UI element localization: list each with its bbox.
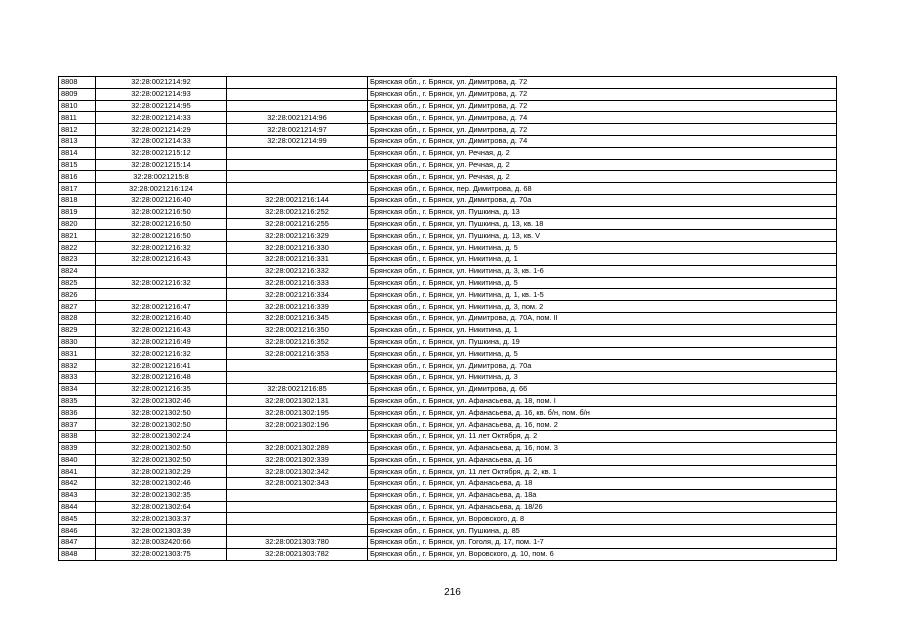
object-cadastral-cell: 32:28:0021303:780 bbox=[227, 537, 368, 549]
address-cell: Брянская обл., г. Брянск, ул. Пушкина, д. 13, кв. 18 bbox=[368, 218, 837, 230]
address-cell: Брянская обл., г. Брянск, ул. Никитина, д. 5 bbox=[368, 348, 837, 360]
address-cell: Брянская обл., г. Брянск, ул. Речная, д. 2 bbox=[368, 159, 837, 171]
row-number-cell: 8833 bbox=[59, 371, 96, 383]
land-parcel-cadastral-cell: 32:28:0021216:41 bbox=[96, 360, 227, 372]
land-parcel-cadastral-cell: 32:28:0021214:95 bbox=[96, 100, 227, 112]
object-cadastral-cell: 32:28:0021214:99 bbox=[227, 135, 368, 147]
address-cell: Брянская обл., г. Брянск, ул. Речная, д. 2 bbox=[368, 147, 837, 159]
row-number-cell: 8848 bbox=[59, 548, 96, 560]
object-cadastral-cell: 32:28:0021216:345 bbox=[227, 312, 368, 324]
table-row bbox=[59, 324, 837, 336]
table-row bbox=[59, 383, 837, 395]
land-parcel-cadastral-cell: 32:28:0021214:33 bbox=[96, 135, 227, 147]
address-cell: Брянская обл., г. Брянск, ул. Димитрова, д. 72 bbox=[368, 124, 837, 136]
land-parcel-cadastral-cell: 32:28:0021216:40 bbox=[96, 312, 227, 324]
row-number-cell: 8818 bbox=[59, 194, 96, 206]
land-parcel-cadastral-cell: 32:28:0021216:35 bbox=[96, 383, 227, 395]
address-cell: Брянская обл., г. Брянск, ул. Речная, д. 2 bbox=[368, 171, 837, 183]
table-row bbox=[59, 112, 837, 124]
object-cadastral-cell bbox=[227, 430, 368, 442]
address-cell: Брянская обл., г. Брянск, ул. Димитрова, д. 70а bbox=[368, 360, 837, 372]
object-cadastral-cell: 32:28:0021216:333 bbox=[227, 277, 368, 289]
object-cadastral-cell: 32:28:0021216:330 bbox=[227, 242, 368, 254]
address-cell: Брянская обл., г. Брянск, ул. Афанасьева, д. 18 bbox=[368, 478, 837, 490]
row-number-cell: 8829 bbox=[59, 324, 96, 336]
object-cadastral-cell bbox=[227, 360, 368, 372]
land-parcel-cadastral-cell: 32:28:0032420:66 bbox=[96, 537, 227, 549]
row-number-cell: 8827 bbox=[59, 301, 96, 313]
object-cadastral-cell: 32:28:0021216:334 bbox=[227, 289, 368, 301]
row-number-cell: 8843 bbox=[59, 489, 96, 501]
object-cadastral-cell bbox=[227, 100, 368, 112]
object-cadastral-cell bbox=[227, 159, 368, 171]
land-parcel-cadastral-cell: 32:28:0021302:64 bbox=[96, 501, 227, 513]
table-row bbox=[59, 312, 837, 324]
object-cadastral-cell: 32:28:0021302:343 bbox=[227, 478, 368, 490]
row-number-cell: 8832 bbox=[59, 360, 96, 372]
address-cell: Брянская обл., г. Брянск, пер. Димитрова, д. 68 bbox=[368, 183, 837, 195]
address-cell: Брянская обл., г. Брянск, ул. Афанасьева, д. 18, пом. I bbox=[368, 395, 837, 407]
table-body bbox=[59, 77, 837, 561]
table-row bbox=[59, 501, 837, 513]
address-cell: Брянская обл., г. Брянск, ул. Димитрова, д. 72 bbox=[368, 88, 837, 100]
object-cadastral-cell bbox=[227, 371, 368, 383]
address-cell: Брянская обл., г. Брянск, ул. Димитрова, д. 74 bbox=[368, 112, 837, 124]
row-number-cell: 8838 bbox=[59, 430, 96, 442]
land-parcel-cadastral-cell: 32:28:0021216:47 bbox=[96, 301, 227, 313]
table-row bbox=[59, 218, 837, 230]
row-number-cell: 8813 bbox=[59, 135, 96, 147]
address-cell: Брянская обл., г. Брянск, ул. Димитрова, д. 70а bbox=[368, 194, 837, 206]
address-cell: Брянская обл., г. Брянск, ул. Афанасьева, д. 18а bbox=[368, 489, 837, 501]
object-cadastral-cell: 32:28:0021302:289 bbox=[227, 442, 368, 454]
table-row bbox=[59, 442, 837, 454]
table-row bbox=[59, 147, 837, 159]
address-cell: Брянская обл., г. Брянск, ул. Никитина, д. 3, пом. 2 bbox=[368, 301, 837, 313]
address-cell: Брянская обл., г. Брянск, ул. Димитрова, д. 72 bbox=[368, 77, 837, 89]
row-number-cell: 8825 bbox=[59, 277, 96, 289]
table-row bbox=[59, 100, 837, 112]
row-number-cell: 8840 bbox=[59, 454, 96, 466]
row-number-cell: 8837 bbox=[59, 419, 96, 431]
address-cell: Брянская обл., г. Брянск, ул. Афанасьева, д. 16, пом. 3 bbox=[368, 442, 837, 454]
row-number-cell: 8835 bbox=[59, 395, 96, 407]
row-number-cell: 8836 bbox=[59, 407, 96, 419]
land-parcel-cadastral-cell: 32:28:0021302:24 bbox=[96, 430, 227, 442]
object-cadastral-cell bbox=[227, 183, 368, 195]
address-cell: Брянская обл., г. Брянск, ул. Никитина, д. 1 bbox=[368, 253, 837, 265]
row-number-cell: 8817 bbox=[59, 183, 96, 195]
object-cadastral-cell bbox=[227, 77, 368, 89]
land-parcel-cadastral-cell: 32:28:0021215:12 bbox=[96, 147, 227, 159]
land-parcel-cadastral-cell: 32:28:0021302:50 bbox=[96, 407, 227, 419]
land-parcel-cadastral-cell: 32:28:0021302:35 bbox=[96, 489, 227, 501]
address-cell: Брянская обл., г. Брянск, ул. Афанасьева, д. 16, кв. б/н, пом. б/н bbox=[368, 407, 837, 419]
row-number-cell: 8831 bbox=[59, 348, 96, 360]
address-cell: Брянская обл., г. Брянск, ул. Воровского, д. 8 bbox=[368, 513, 837, 525]
land-parcel-cadastral-cell: 32:28:0021216:43 bbox=[96, 324, 227, 336]
table-row bbox=[59, 525, 837, 537]
land-parcel-cadastral-cell: 32:28:0021302:50 bbox=[96, 454, 227, 466]
land-parcel-cadastral-cell: 32:28:0021214:93 bbox=[96, 88, 227, 100]
land-parcel-cadastral-cell: 32:28:0021216:32 bbox=[96, 277, 227, 289]
row-number-cell: 8844 bbox=[59, 501, 96, 513]
object-cadastral-cell: 32:28:0021216:339 bbox=[227, 301, 368, 313]
land-parcel-cadastral-cell: 32:28:0021302:46 bbox=[96, 478, 227, 490]
table-row bbox=[59, 301, 837, 313]
table-row bbox=[59, 454, 837, 466]
row-number-cell: 8816 bbox=[59, 171, 96, 183]
row-number-cell: 8830 bbox=[59, 336, 96, 348]
land-parcel-cadastral-cell: 32:28:0021303:37 bbox=[96, 513, 227, 525]
table-row bbox=[59, 194, 837, 206]
table-row bbox=[59, 171, 837, 183]
land-parcel-cadastral-cell: 32:28:0021215:8 bbox=[96, 171, 227, 183]
object-cadastral-cell: 32:28:0021303:782 bbox=[227, 548, 368, 560]
row-number-cell: 8845 bbox=[59, 513, 96, 525]
table-row bbox=[59, 88, 837, 100]
object-cadastral-cell: 32:28:0021302:195 bbox=[227, 407, 368, 419]
land-parcel-cadastral-cell bbox=[96, 289, 227, 301]
address-cell: Брянская обл., г. Брянск, ул. Димитрова, д. 70А, пом. II bbox=[368, 312, 837, 324]
object-cadastral-cell bbox=[227, 489, 368, 501]
land-parcel-cadastral-cell: 32:28:0021303:39 bbox=[96, 525, 227, 537]
land-parcel-cadastral-cell: 32:28:0021214:33 bbox=[96, 112, 227, 124]
address-cell: Брянская обл., г. Брянск, ул. Никитина, д. 5 bbox=[368, 242, 837, 254]
table-row bbox=[59, 206, 837, 218]
object-cadastral-cell bbox=[227, 513, 368, 525]
land-parcel-cadastral-cell: 32:28:0021216:32 bbox=[96, 348, 227, 360]
address-cell: Брянская обл., г. Брянск, ул. Димитрова, д. 74 bbox=[368, 135, 837, 147]
table-row bbox=[59, 407, 837, 419]
table-row bbox=[59, 242, 837, 254]
row-number-cell: 8826 bbox=[59, 289, 96, 301]
table-row bbox=[59, 489, 837, 501]
address-cell: Брянская обл., г. Брянск, ул. Воровского, д. 10, пом. 6 bbox=[368, 548, 837, 560]
object-cadastral-cell: 32:28:0021214:96 bbox=[227, 112, 368, 124]
table-row bbox=[59, 466, 837, 478]
land-parcel-cadastral-cell: 32:28:0021216:40 bbox=[96, 194, 227, 206]
address-cell: Брянская обл., г. Брянск, ул. Никитина, д. 3, кв. 1-6 bbox=[368, 265, 837, 277]
land-parcel-cadastral-cell: 32:28:0021302:46 bbox=[96, 395, 227, 407]
land-parcel-cadastral-cell: 32:28:0021216:32 bbox=[96, 242, 227, 254]
row-number-cell: 8841 bbox=[59, 466, 96, 478]
table-row bbox=[59, 124, 837, 136]
table-row bbox=[59, 371, 837, 383]
table-row bbox=[59, 135, 837, 147]
land-parcel-cadastral-cell: 32:28:0021216:50 bbox=[96, 206, 227, 218]
land-parcel-cadastral-cell: 32:28:0021302:50 bbox=[96, 442, 227, 454]
address-cell: Брянская обл., г. Брянск, ул. Димитрова, д. 72 bbox=[368, 100, 837, 112]
object-cadastral-cell bbox=[227, 88, 368, 100]
land-parcel-cadastral-cell: 32:28:0021216:43 bbox=[96, 253, 227, 265]
cadastral-register-table bbox=[58, 76, 837, 561]
land-parcel-cadastral-cell: 32:28:0021216:124 bbox=[96, 183, 227, 195]
object-cadastral-cell: 32:28:0021216:329 bbox=[227, 230, 368, 242]
address-cell: Брянская обл., г. Брянск, ул. Димитрова, д. 66 bbox=[368, 383, 837, 395]
land-parcel-cadastral-cell: 32:28:0021214:92 bbox=[96, 77, 227, 89]
land-parcel-cadastral-cell: 32:28:0021216:50 bbox=[96, 218, 227, 230]
object-cadastral-cell: 32:28:0021216:332 bbox=[227, 265, 368, 277]
object-cadastral-cell bbox=[227, 501, 368, 513]
address-cell: Брянская обл., г. Брянск, ул. Никитина, д. 1, кв. 1-5 bbox=[368, 289, 837, 301]
table-row bbox=[59, 336, 837, 348]
land-parcel-cadastral-cell: 32:28:0021216:50 bbox=[96, 230, 227, 242]
object-cadastral-cell: 32:28:0021216:353 bbox=[227, 348, 368, 360]
row-number-cell: 8834 bbox=[59, 383, 96, 395]
address-cell: Брянская обл., г. Брянск, ул. Никитина, д. 1 bbox=[368, 324, 837, 336]
table-row bbox=[59, 289, 837, 301]
address-cell: Брянская обл., г. Брянск, ул. Афанасьева, д. 16 bbox=[368, 454, 837, 466]
table-row bbox=[59, 265, 837, 277]
row-number-cell: 8815 bbox=[59, 159, 96, 171]
address-cell: Брянская обл., г. Брянск, ул. Пушкина, д. 85 bbox=[368, 525, 837, 537]
object-cadastral-cell: 32:28:0021216:350 bbox=[227, 324, 368, 336]
table-row bbox=[59, 360, 837, 372]
table-row bbox=[59, 159, 837, 171]
object-cadastral-cell: 32:28:0021216:85 bbox=[227, 383, 368, 395]
object-cadastral-cell: 32:28:0021302:339 bbox=[227, 454, 368, 466]
table-row bbox=[59, 395, 837, 407]
address-cell: Брянская обл., г. Брянск, ул. Пушкина, д. 19 bbox=[368, 336, 837, 348]
address-cell: Брянская обл., г. Брянск, ул. 11 лет Октября, д. 2 bbox=[368, 430, 837, 442]
row-number-cell: 8808 bbox=[59, 77, 96, 89]
land-parcel-cadastral-cell: 32:28:0021303:75 bbox=[96, 548, 227, 560]
land-parcel-cadastral-cell bbox=[96, 265, 227, 277]
row-number-cell: 8811 bbox=[59, 112, 96, 124]
object-cadastral-cell: 32:28:0021302:342 bbox=[227, 466, 368, 478]
land-parcel-cadastral-cell: 32:28:0021216:48 bbox=[96, 371, 227, 383]
table-row bbox=[59, 77, 837, 89]
object-cadastral-cell: 32:28:0021216:144 bbox=[227, 194, 368, 206]
address-cell: Брянская обл., г. Брянск, ул. Гоголя, д. 17, пом. 1-7 bbox=[368, 537, 837, 549]
land-parcel-cadastral-cell: 32:28:0021216:49 bbox=[96, 336, 227, 348]
row-number-cell: 8821 bbox=[59, 230, 96, 242]
table-row bbox=[59, 430, 837, 442]
address-cell: Брянская обл., г. Брянск, ул. Пушкина, д. 13 bbox=[368, 206, 837, 218]
row-number-cell: 8839 bbox=[59, 442, 96, 454]
table-row bbox=[59, 230, 837, 242]
address-cell: Брянская обл., г. Брянск, ул. Афанасьева, д. 16, пом. 2 bbox=[368, 419, 837, 431]
object-cadastral-cell: 32:28:0021214:97 bbox=[227, 124, 368, 136]
row-number-cell: 8812 bbox=[59, 124, 96, 136]
object-cadastral-cell bbox=[227, 525, 368, 537]
address-cell: Брянская обл., г. Брянск, ул. Никитина, д. 3 bbox=[368, 371, 837, 383]
row-number-cell: 8842 bbox=[59, 478, 96, 490]
row-number-cell: 8828 bbox=[59, 312, 96, 324]
row-number-cell: 8846 bbox=[59, 525, 96, 537]
table-row bbox=[59, 277, 837, 289]
table-row bbox=[59, 348, 837, 360]
table-row bbox=[59, 183, 837, 195]
object-cadastral-cell: 32:28:0021302:196 bbox=[227, 419, 368, 431]
object-cadastral-cell bbox=[227, 171, 368, 183]
land-parcel-cadastral-cell: 32:28:0021302:29 bbox=[96, 466, 227, 478]
object-cadastral-cell: 32:28:0021216:255 bbox=[227, 218, 368, 230]
address-cell: Брянская обл., г. Брянск, ул. 11 лет Октября, д. 2, кв. 1 bbox=[368, 466, 837, 478]
row-number-cell: 8822 bbox=[59, 242, 96, 254]
table-row bbox=[59, 537, 837, 549]
row-number-cell: 8819 bbox=[59, 206, 96, 218]
land-parcel-cadastral-cell: 32:28:0021215:14 bbox=[96, 159, 227, 171]
object-cadastral-cell: 32:28:0021302:131 bbox=[227, 395, 368, 407]
table-row bbox=[59, 548, 837, 560]
table-row bbox=[59, 478, 837, 490]
row-number-cell: 8847 bbox=[59, 537, 96, 549]
table-row bbox=[59, 513, 837, 525]
row-number-cell: 8823 bbox=[59, 253, 96, 265]
row-number-cell: 8810 bbox=[59, 100, 96, 112]
address-cell: Брянская обл., г. Брянск, ул. Афанасьева, д. 18/26 bbox=[368, 501, 837, 513]
object-cadastral-cell bbox=[227, 147, 368, 159]
address-cell: Брянская обл., г. Брянск, ул. Никитина, д. 5 bbox=[368, 277, 837, 289]
address-cell: Брянская обл., г. Брянск, ул. Пушкина, д. 13, кв. V bbox=[368, 230, 837, 242]
land-parcel-cadastral-cell: 32:28:0021214:29 bbox=[96, 124, 227, 136]
page-number: 216 bbox=[444, 587, 461, 598]
row-number-cell: 8820 bbox=[59, 218, 96, 230]
row-number-cell: 8814 bbox=[59, 147, 96, 159]
row-number-cell: 8809 bbox=[59, 88, 96, 100]
table-row bbox=[59, 253, 837, 265]
object-cadastral-cell: 32:28:0021216:331 bbox=[227, 253, 368, 265]
object-cadastral-cell: 32:28:0021216:252 bbox=[227, 206, 368, 218]
land-parcel-cadastral-cell: 32:28:0021302:50 bbox=[96, 419, 227, 431]
table-row bbox=[59, 419, 837, 431]
row-number-cell: 8824 bbox=[59, 265, 96, 277]
object-cadastral-cell: 32:28:0021216:352 bbox=[227, 336, 368, 348]
